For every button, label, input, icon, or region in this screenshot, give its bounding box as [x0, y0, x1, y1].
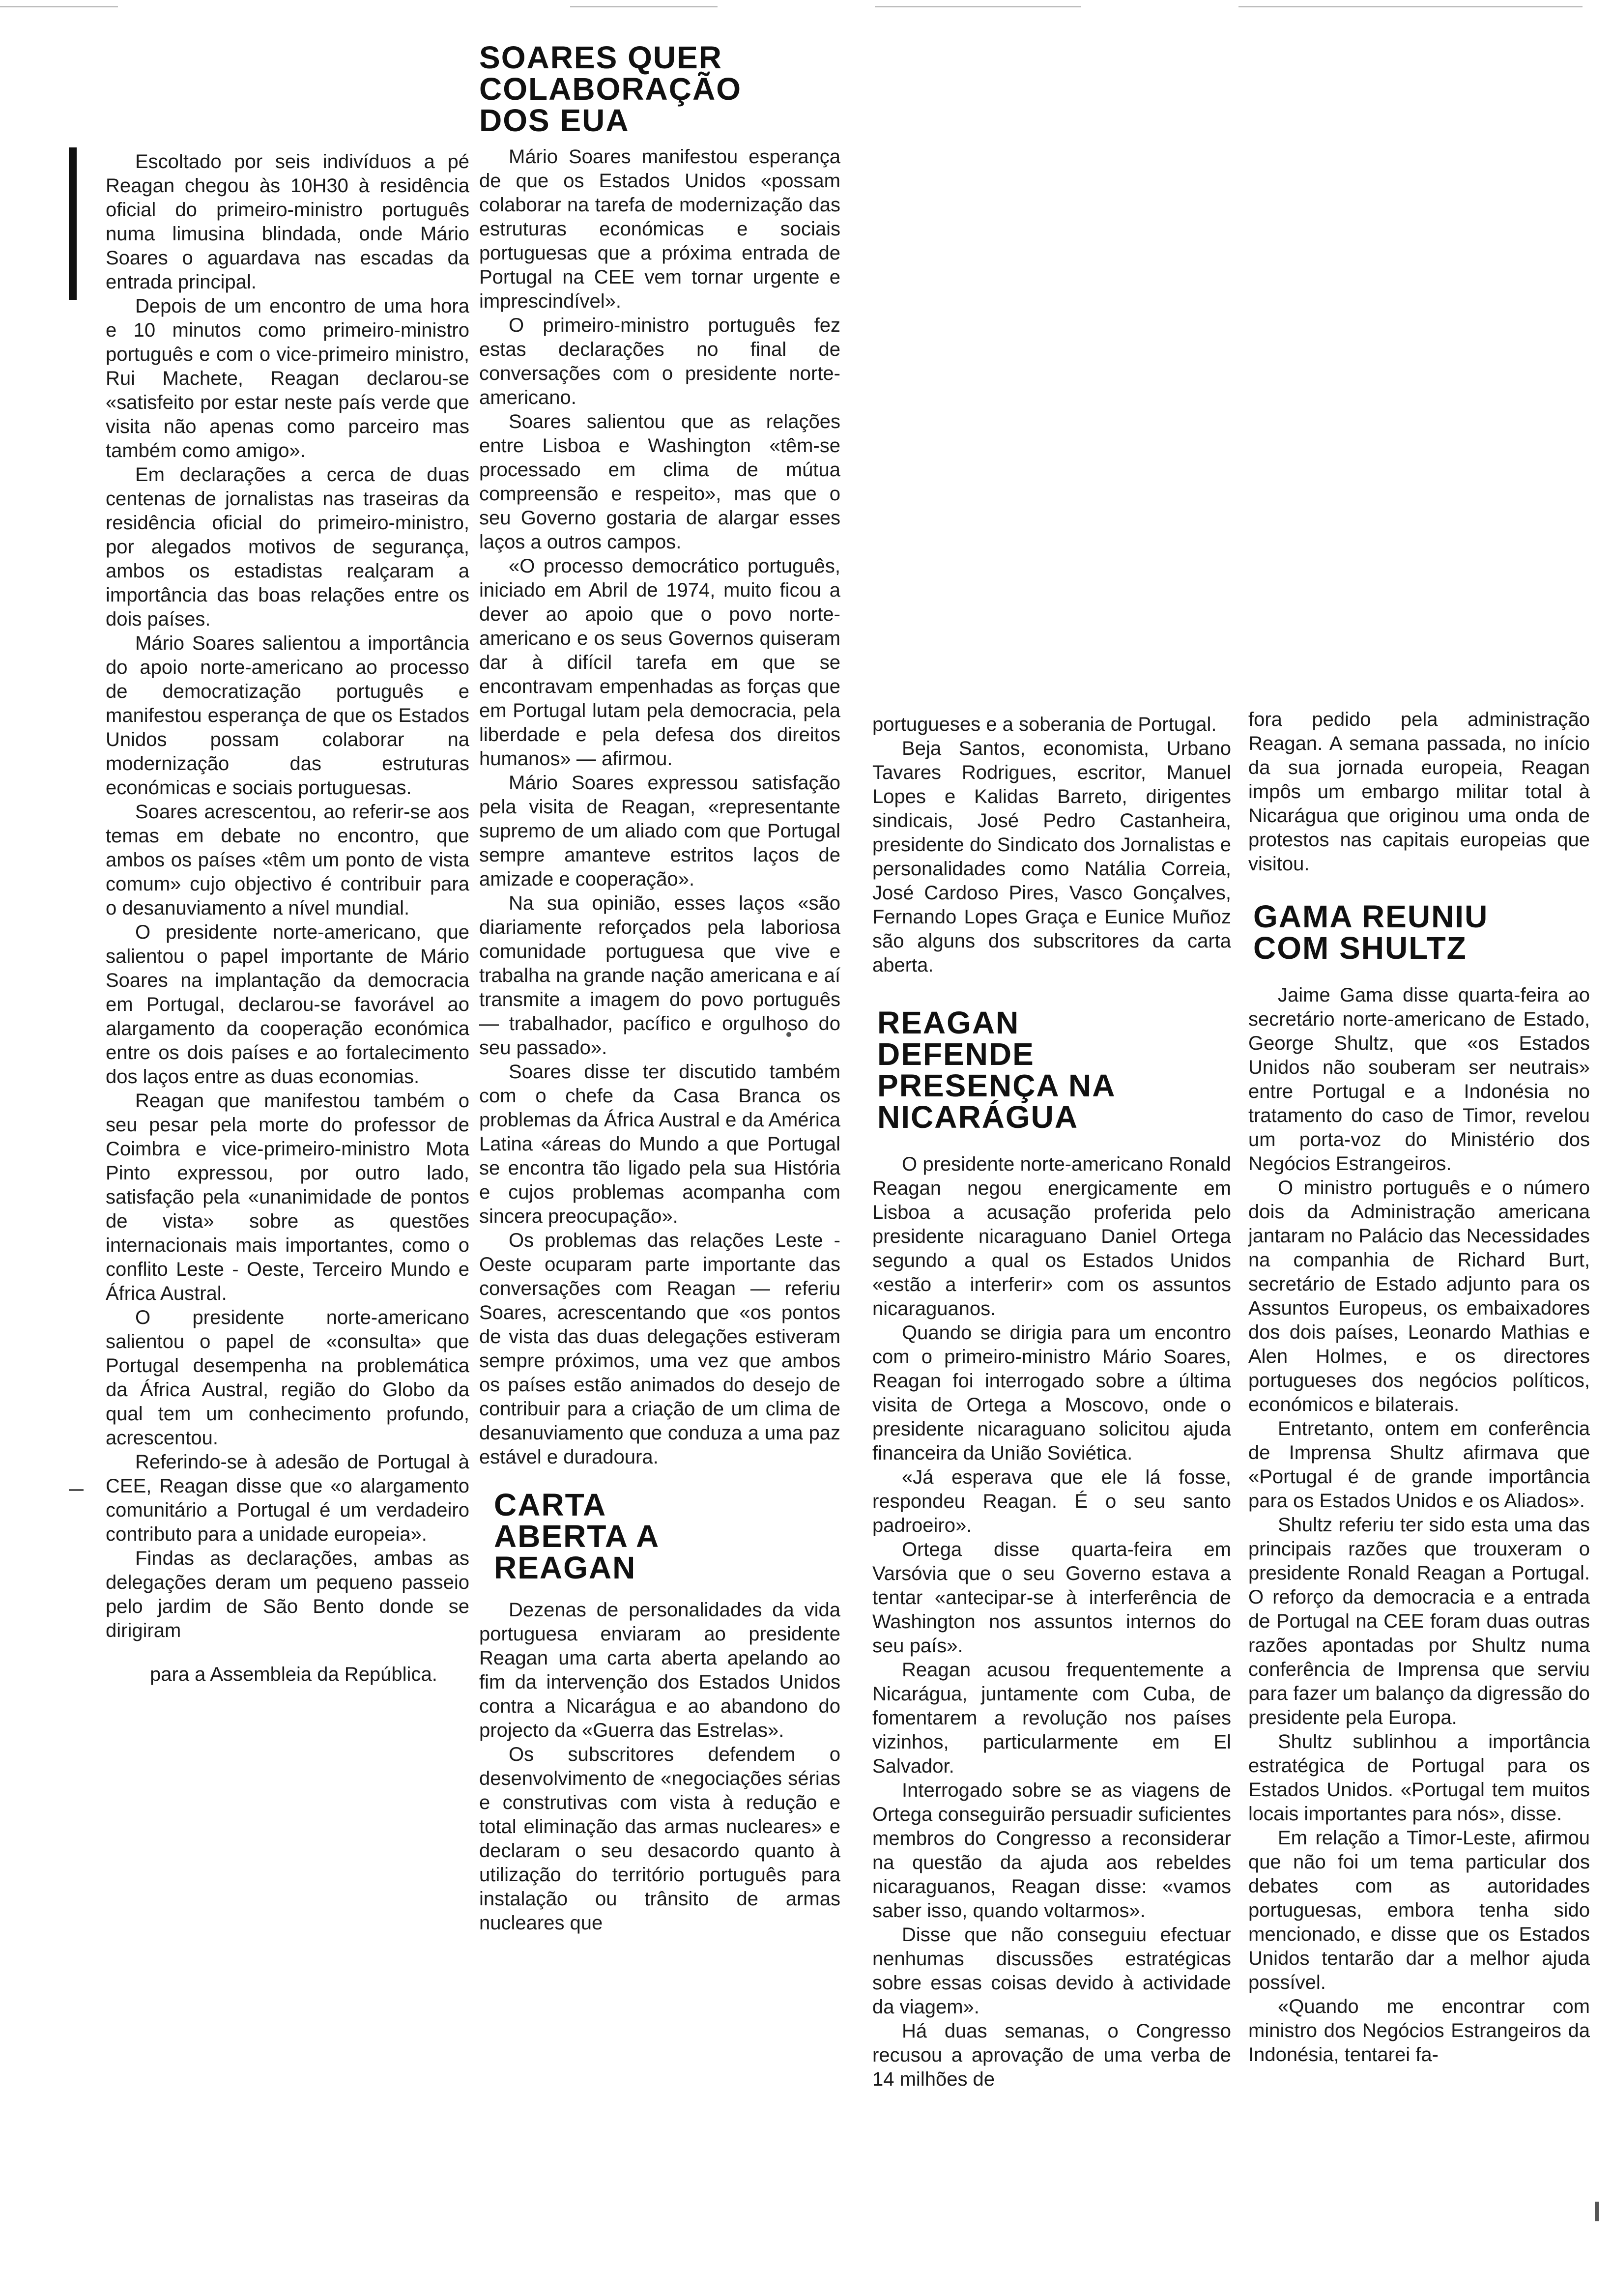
paragraph: Depois de um encontro de uma hora e 10 minutos como primeiro-ministro português e com o vice-primeiro ministro, Rui Machete, Reagan declarou-se «satisfeito por estar neste país verde que visita não apenas como parceiro mas também como amigo».: [106, 295, 469, 461]
article-column-4: [1248, 708, 1590, 2067]
paragraph: Há duas semanas, o Congresso recusou a aprovação de uma verba de 14 milhões de: [872, 2020, 1231, 2090]
paragraph: Reagan que manifestou também o seu pesar pela morte do professor de Coimbra e vice-primeiro-ministro Mota Pinto expressou, por outro lado, satisfação pela «unanimidade de pontos de vista» sobre as questões internacionais mais importantes, como o conflito Leste - Oeste, Terceiro Mundo e África Austral.: [106, 1090, 469, 1304]
article-column-1: [106, 150, 469, 1687]
paragraph: Escoltado por seis indivíduos a pé Reagan chegou às 10H30 à residência oficial do primeiro-ministro português numa limusina blindada, onde Mário Soares o aguardava nas escadas da entrada principal.: [106, 151, 469, 293]
paragraph: Jaime Gama disse quarta-feira ao secretário norte-americano de Estado, George Shultz, que «os Estados Unidos não souberam ser neutrais» entre Portugal e a Indonésia no tratamento do caso de Timor, revelou um porta-voz do Ministério dos Negócios Estrangeiros.: [1248, 984, 1590, 1175]
paragraph: Entretanto, ontem em conferência de Imprensa Shultz afirmava que «Portugal é de grande importância para os Estados Unidos e os Aliados».: [1248, 1418, 1590, 1512]
paragraph: Disse que não conseguiu efectuar nenhumas discussões estratégicas sobre essas coisas devido à actividade da viagem».: [872, 1924, 1231, 2018]
paragraph: Soares acrescentou, ao referir-se aos temas em debate no encontro, que ambos os países «têm um ponto de vista comum» cujo objectivo é contribuir para o desanuviamento a nível mundial.: [106, 801, 469, 919]
paragraph: Em declarações a cerca de duas centenas de jornalistas nas traseiras da residência oficial do primeiro-ministro, por alegados motivos de segurança, ambos os estadistas realçaram a importância das boas relações entre os dois países.: [106, 464, 469, 630]
paragraph: Mário Soares expressou satisfação pela visita de Reagan, «representante supremo de um aliado com que Portugal sempre amanteve estritos laços de amizade e cooperação».: [479, 772, 840, 890]
paragraph: O presidente norte-americano, que salientou o papel importante de Mário Soares na implantação da democracia em Portugal, declarou-se favorável ao alargamento da cooperação económica entre os dois países e ao fortalecimento dos laços entre as duas economias.: [106, 921, 469, 1088]
paragraph: Em relação a Timor-Leste, afirmou que não foi um tema particular dos debates com as autoridades portuguesas, embora tenha sido mencionado, e disse que os Estados Unidos tentarão dar a melhor ajuda possível.: [1248, 1827, 1590, 1993]
paragraph: Na sua opinião, esses laços «são diariamente reforçados pela laboriosa comunidade portuguesa que vive e trabalha na grande nação americana e aí transmite a imagem do povo português — trabalhador, pacífico e orgulhoso do seu passado».: [479, 892, 840, 1059]
headline-carta-aberta: CARTA ABERTA A REAGAN: [494, 1487, 659, 1585]
paragraph: «Já esperava que ele lá fosse, respondeu Reagan. É o seu santo padroeiro».: [872, 1466, 1231, 1536]
scan-speck: [69, 1489, 84, 1491]
paragraph: Soares salientou que as relações entre Lisboa e Washington «têm-se processado em clima de mútua compreensão e respeito», mas que o seu Governo gostaria de alargar esses laços a outros campos.: [479, 411, 840, 553]
paragraph: Ortega disse quarta-feira em Varsóvia que o seu Governo estava a tentar «antecipar-se à interferência de Washington nos assuntos internos do seu país».: [872, 1539, 1231, 1657]
paragraph: «O processo democrático português, iniciado em Abril de 1974, muito ficou a dever ao apoio que o povo norte-americano e os seus Governos quiseram dar à difícil tarefa em que se encontravam empenhadas as forças que em Portugal lutam pela democracia, pela liberdade e pela defesa dos direitos humanos» — afirmou.: [479, 555, 840, 770]
paragraph: portugueses e a soberania de Portugal.: [872, 714, 1217, 735]
headline-gama-reuniu: GAMA REUNIU COM SHULTZ: [1253, 899, 1489, 966]
paragraph: «Quando me encontrar com ministro dos Negócios Estrangeiros da Indonésia, tentarei fa-: [1248, 1996, 1590, 2066]
paragraph: O primeiro-ministro português fez estas declarações no final de conversações com o presidente norte-americano.: [479, 315, 840, 408]
scan-speck: [1595, 2202, 1599, 2221]
paragraph: Beja Santos, economista, Urbano Tavares Rodrigues, escritor, Manuel Lopes e Kalidas Barreto, dirigentes sindicais, José Pedro Castanheira, presidente do Sindicato dos Jornalistas e personalidades como Natália Correia, José Cardoso Pires, Vasco Gonçalves, Fernando Lopes Graça e Eunice Muñoz são alguns dos subscritores da carta aberta.: [872, 738, 1231, 976]
paragraph: Mário Soares manifestou esperança de que os Estados Unidos «possam colaborar na tarefa de modernização das estruturas económicas e sociais portuguesas que a próxima entrada de Portugal na CEE vem tornar urgente e imprescindível».: [479, 146, 840, 312]
top-rule: [875, 6, 1081, 7]
paragraph: Mário Soares salientou a importância do apoio norte-americano ao processo de democratização português e manifestou esperança de que os Estados Unidos possam colaborar na modernização das estruturas económicas e sociais portuguesas.: [106, 632, 469, 799]
paragraph: Os subscritores defendem o desenvolvimento de «negociações sérias e construtivas com vista à redução e total eliminação das armas nucleares» e declaram o seu desacordo quanto à utilização do território português para instalação ou trânsito de armas nucleares que: [479, 1744, 840, 1934]
article-column-2: [479, 42, 840, 1935]
top-rule: [0, 6, 118, 7]
paragraph: O presidente norte-americano Ronald Reagan negou energicamente em Lisboa a acusação proferida pelo presidente nicaraguano Daniel Ortega segundo a qual os Estados Unidos «estão a interferir» com os assuntos nicaraguanos.: [872, 1153, 1231, 1320]
top-rule: [570, 6, 718, 7]
paragraph: Referindo-se à adesão de Portugal à CEE, Reagan disse que «o alargamento comunitário a Portugal é um verdadeiro contributo para a unidade europeia».: [106, 1451, 469, 1545]
margin-bar: [69, 147, 77, 300]
paragraph: Dezenas de personalidades da vida portuguesa enviaram ao presidente Reagan uma carta aberta apelando ao fim da intervenção dos Estados Unidos contra a Nicarágua e ao abandono do projecto da «Guerra das Estrelas».: [479, 1599, 840, 1741]
paragraph: Shultz referiu ter sido esta uma das principais razões que trouxeram o presidente Ronald Reagan a Portugal. O reforço da democracia e a entrada de Portugal na CEE foram duas outras razões apontadas por Shultz numa conferência de Imprensa que serviu para fazer um balanço da digressão do presidente pela Europa.: [1248, 1514, 1590, 1728]
top-rule: [1238, 6, 1583, 7]
paragraph: O ministro português e o número dois da Administração americana jantaram no Palácio das Necessidades na companhia de Richard Burt, secretário de Estado adjunto para os Assuntos Europeus, os embaixadores dos dois países, Leonardo Mathias e Alen Holmes, e os directores portugueses dos negócios políticos, económicos e bilaterais.: [1248, 1177, 1590, 1415]
paragraph: O presidente norte-americano salientou o papel de «consulta» que Portugal desempenha na problemática da África Austral, região do Globo da qual tem um conhecimento profundo, acrescentou.: [106, 1307, 469, 1449]
paragraph: Interrogado sobre se as viagens de Ortega conseguirão persuadir suficientes membros do Congresso a reconsiderar na questão da ajuda aos rebeldes nicaraguanos, Reagan disse: «vamos saber isso, quando voltarmos».: [872, 1779, 1231, 1922]
headline-reagan-defende: REAGAN DEFENDE PRESENÇA NA NICARÁGUA: [877, 1005, 1115, 1135]
paragraph: fora pedido pela administração Reagan. A semana passada, no início da sua jornada europeia, Reagan impôs um embargo militar total à Nicarágua que originou uma onda de protestos nas capitais europeias que visitou.: [1248, 709, 1590, 875]
paragraph: Soares disse ter discutido também com o chefe da Casa Branca os problemas da África Austral e da América Latina «áreas do Mundo a que Portugal se encontra tão ligado pela sua História e cujos problemas acompanha com sincera preocupação».: [479, 1061, 840, 1227]
paragraph: Shultz sublinhou a importância estratégica de Portugal para os Estados Unidos. «Portugal tem muitos locais importantes para nós», disse.: [1248, 1731, 1590, 1825]
paragraph: para a Assembleia da República.: [150, 1664, 437, 1685]
headline-soares-quer-colaboracao: SOARES QUER COLABORAÇÃO DOS EUA: [479, 40, 742, 138]
paragraph: Findas as declarações, ambas as delegações deram um pequeno passeio pelo jardim de São Bento donde se dirigiram: [106, 1548, 469, 1641]
article-column-3: [872, 713, 1231, 2092]
paragraph: Reagan acusou frequentemente a Nicarágua, juntamente com Cuba, de fomentarem a revolução nos países vizinhos, particularmente em El Salvador.: [872, 1659, 1231, 1777]
paragraph: Os problemas das relações Leste - Oeste ocuparam parte importante das conversações com Reagan — referiu Soares, acrescentando que «os pontos de vista das duas delegações estiveram sempre próximos, uma vez que ambos os países estão animados do desejo de contribuir para a criação de um clima de desanuviamento que conduza a uma paz estável e duradoura.: [479, 1230, 840, 1468]
paragraph: Quando se dirigia para um encontro com o primeiro-ministro Mário Soares, Reagan foi interrogado sobre a última visita de Ortega a Moscovo, onde o presidente nicaraguano solicitou ajuda financeira da União Soviética.: [872, 1322, 1231, 1464]
